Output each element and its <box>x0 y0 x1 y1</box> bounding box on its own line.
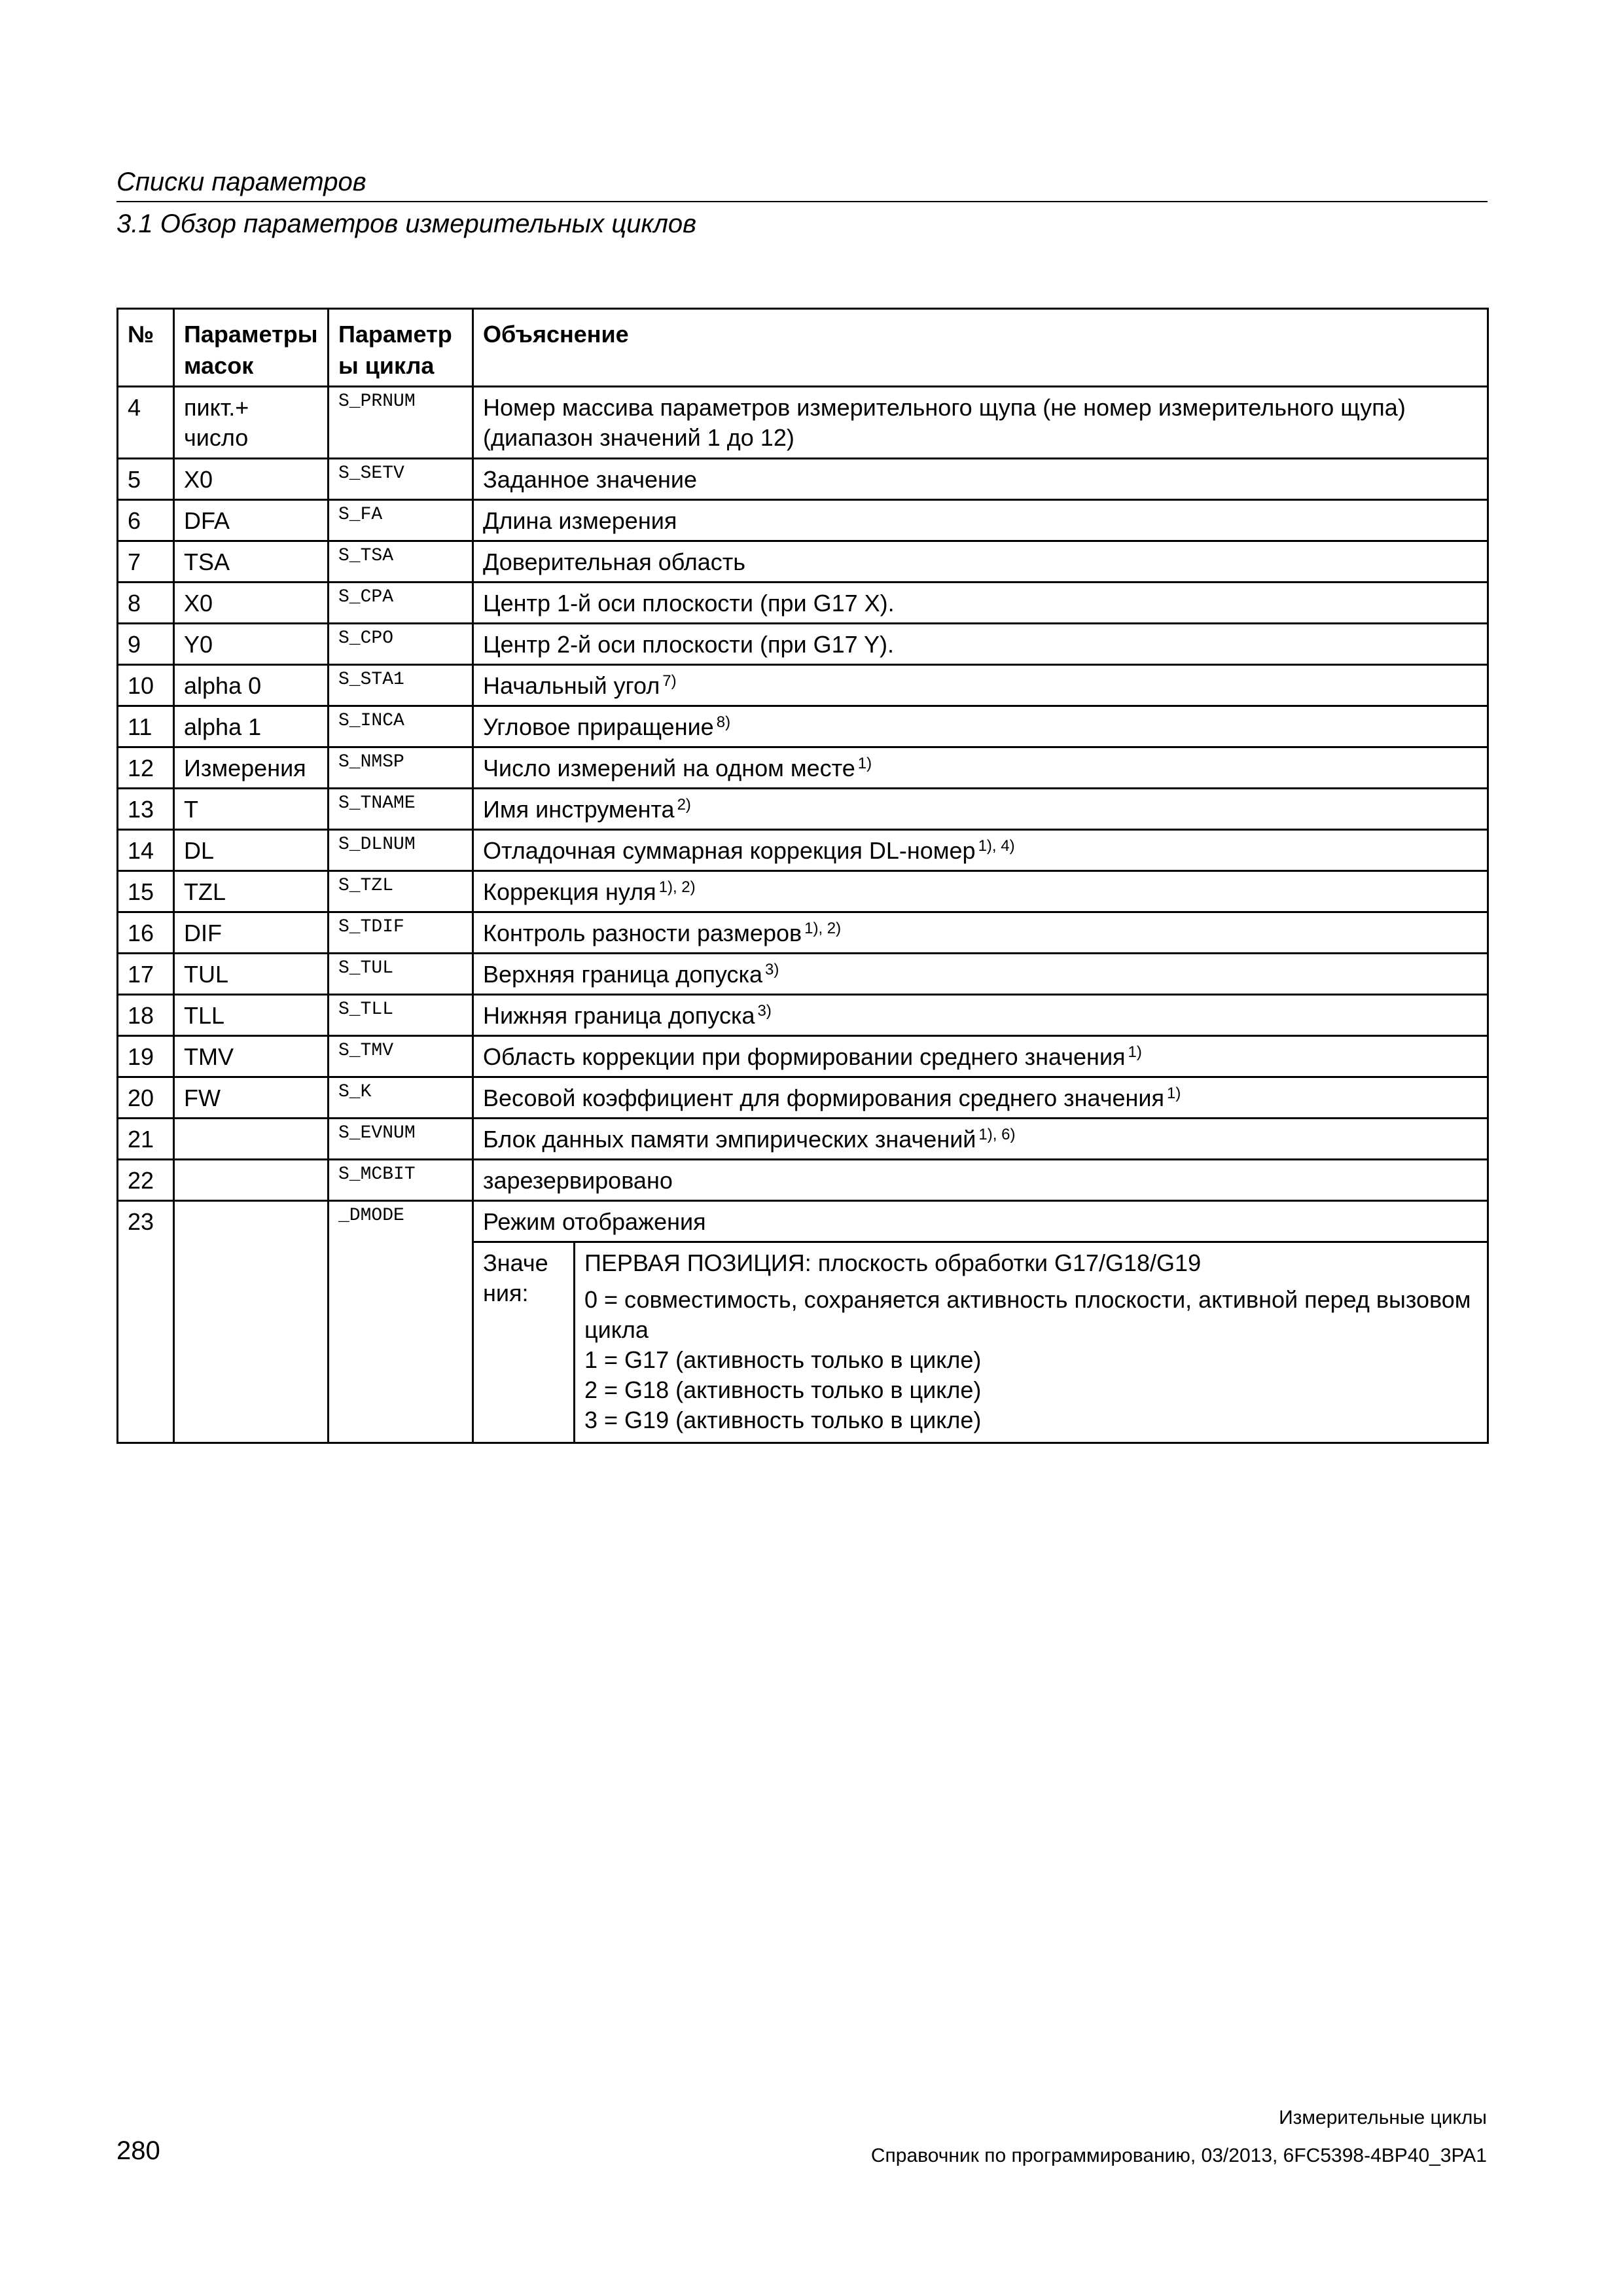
row-mask-param: TMV <box>174 1036 329 1077</box>
row-mask-param: TLL <box>174 995 329 1036</box>
footnote-ref: 1), 6) <box>978 1126 1016 1143</box>
table-row <box>118 624 1488 665</box>
display-mode-title: Режим отображения <box>474 1202 1487 1243</box>
row-explanation <box>473 830 1488 871</box>
footnote-ref: 1), 2) <box>658 878 696 896</box>
explanation-text: Блок данных памяти эмпирических значений <box>483 1126 976 1153</box>
row-cycle-param: _DMODE <box>329 1201 473 1443</box>
row-cycle-param: S_NMSP <box>329 747 473 789</box>
explanation-text: Заданное значение <box>483 466 698 493</box>
explanation-text: Имя инструмента <box>483 796 675 823</box>
row-mask-param <box>174 1119 329 1160</box>
explanation-text: зарезервировано <box>483 1167 673 1194</box>
row-cycle-param: S_K <box>329 1077 473 1119</box>
row-explanation <box>473 1160 1488 1201</box>
parameter-table <box>116 308 1489 1444</box>
row-number: 18 <box>118 995 174 1036</box>
footnote-ref: 1) <box>1128 1043 1142 1061</box>
row-cycle-param: S_STA1 <box>329 665 473 706</box>
row-mask-param: DFA <box>174 500 329 541</box>
row-explanation <box>473 500 1488 541</box>
table-header-row <box>118 309 1488 387</box>
footnote-ref: 3) <box>757 1002 772 1020</box>
table-row <box>118 706 1488 747</box>
explanation-text: Центр 2-й оси плоскости (при G17 Y). <box>483 631 895 658</box>
row-cycle-param: S_TDIF <box>329 912 473 954</box>
row-number: 10 <box>118 665 174 706</box>
explanation-text: Верхняя граница допуска <box>483 961 763 988</box>
row-number: 9 <box>118 624 174 665</box>
first-position-text: ПЕРВАЯ ПОЗИЦИЯ: плоскость обработки G17/G18/G19 <box>584 1249 1202 1276</box>
row-mask-param: Y0 <box>174 624 329 665</box>
row-cycle-param: S_DLNUM <box>329 830 473 871</box>
table-row <box>118 1119 1488 1160</box>
table-row <box>118 665 1488 706</box>
column-header-explanation: Объяснение <box>473 309 1488 387</box>
footnote-ref: 1) <box>857 755 872 772</box>
table-row <box>118 789 1488 830</box>
row-cycle-param: S_TLL <box>329 995 473 1036</box>
table-row <box>118 830 1488 871</box>
row-number: 15 <box>118 871 174 912</box>
footnote-ref: 1) <box>1167 1085 1181 1102</box>
row-explanation <box>473 1119 1488 1160</box>
table-row <box>118 1201 1488 1443</box>
explanation-text: Угловое приращение <box>483 713 714 740</box>
row-cycle-param: S_TMV <box>329 1036 473 1077</box>
row-cycle-param: S_TUL <box>329 954 473 995</box>
row-number: 13 <box>118 789 174 830</box>
row-explanation <box>473 583 1488 624</box>
row-cycle-param: S_INCA <box>329 706 473 747</box>
explanation-text: Коррекция нуля <box>483 878 656 905</box>
footnote-ref: 2) <box>677 796 691 814</box>
row-explanation <box>473 459 1488 500</box>
row-number: 5 <box>118 459 174 500</box>
row-number: 20 <box>118 1077 174 1119</box>
value-item: 2 = G18 (активность только в цикле) <box>584 1376 982 1403</box>
row-explanation <box>473 912 1488 954</box>
row-explanation <box>473 665 1488 706</box>
row-cycle-param: S_TSA <box>329 541 473 583</box>
row-mask-param: X0 <box>174 583 329 624</box>
explanation-text: Отладочная суммарная коррекция DL-номер <box>483 837 976 864</box>
value-item: 1 = G17 (активность только в цикле) <box>584 1346 982 1373</box>
row-cycle-param: S_TNAME <box>329 789 473 830</box>
row-cycle-param: S_MCBIT <box>329 1160 473 1201</box>
row-explanation <box>473 954 1488 995</box>
row-number: 14 <box>118 830 174 871</box>
row-number: 23 <box>118 1201 174 1443</box>
values-subtable <box>474 1243 1487 1442</box>
row-mask-param: DL <box>174 830 329 871</box>
row-mask-param: пикт.+ число <box>174 387 329 459</box>
column-header-number: № <box>118 309 174 387</box>
row-mask-param: TZL <box>174 871 329 912</box>
row-number: 7 <box>118 541 174 583</box>
footnote-ref: 1), 2) <box>804 920 842 937</box>
row-explanation <box>473 871 1488 912</box>
explanation-text: Область коррекции при формировании среднего значения <box>483 1043 1126 1070</box>
table-row <box>118 387 1488 459</box>
row-explanation <box>473 747 1488 789</box>
row-mask-param: TUL <box>174 954 329 995</box>
footnote-ref: 8) <box>716 713 731 731</box>
explanation-text: Начальный угол <box>483 672 660 699</box>
column-header-cycle-params: Параметр ы цикла <box>329 309 473 387</box>
table-row <box>118 995 1488 1036</box>
footer-book-title: Измерительные циклы <box>1279 2107 1487 2128</box>
row-explanation <box>473 789 1488 830</box>
column-header-mask-params: Параметры масок <box>174 309 329 387</box>
row-mask-param: DIF <box>174 912 329 954</box>
value-item: 0 = совместимость, сохраняется активность плоскости, активной перед вызовом цикла <box>584 1286 1471 1343</box>
section-subtitle: 3.1 Обзор параметров измерительных циклов <box>116 209 697 238</box>
row-explanation <box>473 1036 1488 1077</box>
page-number: 280 <box>116 2136 160 2165</box>
explanation-text: Доверительная область <box>483 548 746 575</box>
explanation-text: Нижняя граница допуска <box>483 1002 755 1029</box>
explanation-text: Длина измерения <box>483 507 677 534</box>
footer-reference: Справочник по программированию, 03/2013, 6FC5398-4BP40_3PA1 <box>870 2145 1487 2166</box>
row-explanation <box>473 1077 1488 1119</box>
row-number: 19 <box>118 1036 174 1077</box>
row-cycle-param: S_PRNUM <box>329 387 473 459</box>
row-cycle-param: S_FA <box>329 500 473 541</box>
row-mask-param: alpha 0 <box>174 665 329 706</box>
row-number: 21 <box>118 1119 174 1160</box>
footnote-ref: 1), 4) <box>978 837 1015 855</box>
row-number: 4 <box>118 387 174 459</box>
row-cycle-param: S_TZL <box>329 871 473 912</box>
table-row <box>118 583 1488 624</box>
row-explanation <box>473 706 1488 747</box>
values-label: Значе ния: <box>474 1243 575 1442</box>
table-row <box>118 500 1488 541</box>
row-mask-param: T <box>174 789 329 830</box>
row-mask-param: FW <box>174 1077 329 1119</box>
row-number: 17 <box>118 954 174 995</box>
value-item: 3 = G19 (активность только в цикле) <box>584 1407 982 1433</box>
explanation-text: Центр 1-й оси плоскости (при G17 X). <box>483 590 895 617</box>
section-title: Списки параметров <box>116 168 366 196</box>
row-mask-param: alpha 1 <box>174 706 329 747</box>
row-cycle-param: S_EVNUM <box>329 1119 473 1160</box>
row-explanation <box>473 541 1488 583</box>
values-content <box>575 1243 1487 1442</box>
row-number: 22 <box>118 1160 174 1201</box>
footnote-ref: 7) <box>662 672 677 690</box>
footnote-ref: 3) <box>765 961 779 978</box>
row-explanation <box>473 995 1488 1036</box>
explanation-text: Номер массива параметров измерительного щупа (не номер измерительного щупа) (диапазон значений 1 до 12) <box>483 394 1406 451</box>
row-number: 12 <box>118 747 174 789</box>
row-mask-param: Измерения <box>174 747 329 789</box>
row-explanation <box>473 1201 1488 1443</box>
table-row <box>118 1036 1488 1077</box>
row-cycle-param: S_CPA <box>329 583 473 624</box>
table-row <box>118 541 1488 583</box>
row-mask-param <box>174 1160 329 1201</box>
row-cycle-param: S_SETV <box>329 459 473 500</box>
row-number: 6 <box>118 500 174 541</box>
row-mask-param: TSA <box>174 541 329 583</box>
row-number: 11 <box>118 706 174 747</box>
table-row <box>118 954 1488 995</box>
table-row <box>118 871 1488 912</box>
row-number: 16 <box>118 912 174 954</box>
explanation-text: Число измерений на одном месте <box>483 755 855 781</box>
table-row <box>118 1160 1488 1201</box>
row-explanation <box>473 624 1488 665</box>
row-explanation <box>473 387 1488 459</box>
table-row <box>118 912 1488 954</box>
header-divider <box>116 201 1488 202</box>
row-mask-param <box>174 1201 329 1443</box>
row-number: 8 <box>118 583 174 624</box>
explanation-text: Контроль разности размеров <box>483 920 802 946</box>
table-row <box>118 1077 1488 1119</box>
row-cycle-param: S_CPO <box>329 624 473 665</box>
row-mask-param: X0 <box>174 459 329 500</box>
explanation-text: Весовой коэффициент для формирования среднего значения <box>483 1085 1165 1111</box>
table-row <box>118 459 1488 500</box>
table-row <box>118 747 1488 789</box>
